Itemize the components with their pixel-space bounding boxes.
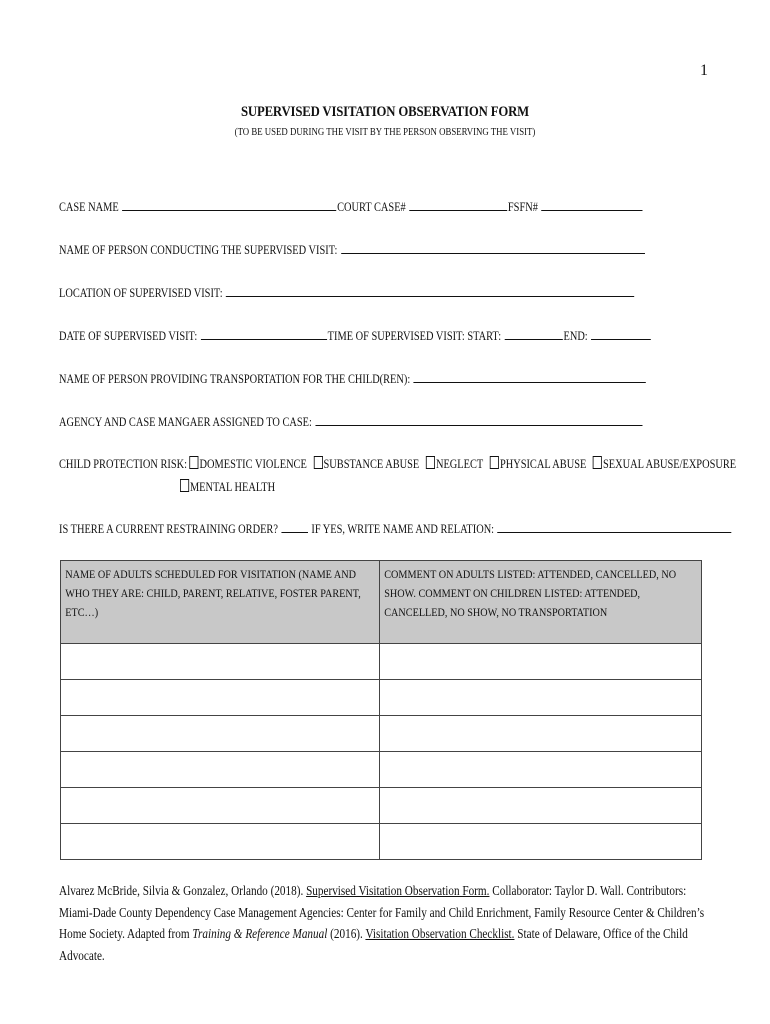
mental-health-checkbox[interactable] [180, 479, 189, 492]
comment-cell[interactable] [380, 788, 702, 824]
fsfn-field[interactable] [541, 198, 642, 211]
transportation-label: NAME OF PERSON PROVIDING TRANSPORTATION FOR THE CHILD(REN): [59, 372, 411, 386]
mental-health-label: MENTAL HEALTH [189, 480, 276, 494]
sexual-abuse-label: SEXUAL ABUSE/EXPOSURE [603, 457, 737, 471]
physical-abuse-checkbox[interactable] [490, 456, 499, 469]
neglect-checkbox[interactable] [426, 456, 435, 469]
comment-cell[interactable] [380, 680, 702, 716]
citation-manual: Training & Reference Manual [192, 926, 328, 941]
date-label: DATE OF SUPERVISED VISIT: [59, 329, 198, 343]
restraining-order-field[interactable] [281, 520, 308, 533]
table-row [61, 824, 702, 860]
adult-name-cell[interactable] [61, 644, 380, 680]
risk-line-2 [180, 479, 275, 495]
adult-name-cell[interactable] [61, 752, 380, 788]
citation-year: (2016). [330, 926, 363, 941]
citation-source: State of Delaware, Office of the Child Advocate. [59, 926, 688, 963]
comment-cell[interactable] [380, 824, 702, 860]
date-field[interactable] [201, 327, 327, 340]
adult-name-cell[interactable] [61, 680, 380, 716]
domestic-violence-checkbox[interactable] [190, 456, 199, 469]
location-line [59, 284, 635, 301]
comment-header-cell [380, 561, 702, 644]
adult-name-cell[interactable] [61, 824, 380, 860]
domestic-violence-label: DOMESTIC VIOLENCE [199, 457, 307, 471]
if-yes-label: IF YES, WRITE NAME AND RELATION: [311, 522, 495, 536]
adults-header: NAME OF ADULTS SCHEDULED FOR VISITATION (NAME AND WHO THEY ARE: CHILD, PARENT, RELATIVE, FOSTER PARENT, ETC…) [65, 567, 361, 619]
comment-cell[interactable] [380, 752, 702, 788]
table-row [61, 716, 702, 752]
location-field[interactable] [226, 284, 634, 297]
agency-label: AGENCY AND CASE MANGAER ASSIGNED TO CASE: [59, 415, 312, 429]
fsfn-label: FSFN# [507, 200, 538, 214]
table-row [61, 752, 702, 788]
case-name-label: CASE NAME [59, 200, 119, 214]
form-subtitle: (TO BE USED DURING THE VISIT BY THE PERSON OBSERVING THE VISIT) [234, 127, 536, 138]
form-title: SUPERVISED VISITATION OBSERVATION FORM [241, 104, 529, 120]
table-header-row [61, 561, 702, 644]
person-conducting-label: NAME OF PERSON CONDUCTING THE SUPERVISED VISIT: [59, 243, 338, 257]
page-number: 1 [700, 62, 708, 79]
restraining-order-label: IS THERE A CURRENT RESTRAINING ORDER? [59, 522, 278, 536]
risk-line [59, 456, 740, 472]
date-time-line [59, 327, 652, 344]
case-name-field[interactable] [122, 198, 336, 211]
if-yes-field[interactable] [497, 520, 731, 533]
transportation-line [59, 370, 647, 387]
transportation-field[interactable] [414, 370, 646, 383]
citation-form-title: Supervised Visitation Observation Form. [306, 883, 490, 898]
comment-header: COMMENT ON ADULTS LISTED: ATTENDED, CANCELLED, NO SHOW. COMMENT ON CHILDREN LISTED: ATTENDED, CANCELLED, NO SHOW, NO TRANSPORTATION [384, 567, 677, 619]
citation-footer [59, 880, 706, 966]
comment-cell[interactable] [380, 716, 702, 752]
court-case-label: COURT CASE# [337, 200, 406, 214]
location-label: LOCATION OF SUPERVISED VISIT: [59, 286, 223, 300]
sexual-abuse-checkbox[interactable] [593, 456, 602, 469]
visitation-table [60, 560, 702, 860]
adult-name-cell[interactable] [61, 788, 380, 824]
table-row [61, 644, 702, 680]
substance-abuse-label: SUBSTANCE ABUSE [323, 457, 420, 471]
citation-authors: Alvarez McBride, Silvia & Gonzalez, Orlando (2018). [59, 883, 304, 898]
agency-line [59, 413, 643, 430]
person-conducting-field[interactable] [341, 241, 645, 254]
neglect-label: NEGLECT [435, 457, 484, 471]
comment-cell[interactable] [380, 644, 702, 680]
time-end-label: END: [563, 329, 588, 343]
adult-name-cell[interactable] [61, 716, 380, 752]
time-start-field[interactable] [505, 327, 563, 340]
person-conducting-line [59, 241, 645, 258]
restraining-order-line [59, 520, 732, 537]
agency-field[interactable] [315, 413, 642, 426]
citation-checklist: Visitation Observation Checklist. [365, 926, 515, 941]
physical-abuse-label: PHYSICAL ABUSE [499, 457, 587, 471]
citation-collaborator: Collaborator: Taylor D. Wall. Contributors: Miami-Dade County Dependency Case Management Agencies: Center for Family and Child Enrichment, Family Resource Center & Children’s Home Society. Adapted from [59, 883, 705, 941]
time-start-label: TIME OF SUPERVISED VISIT: START: [327, 329, 502, 343]
adults-header-cell [61, 561, 380, 644]
case-info-line [59, 198, 643, 215]
risk-label: CHILD PROTECTION RISK: [59, 457, 187, 471]
substance-abuse-checkbox[interactable] [314, 456, 323, 469]
time-end-field[interactable] [591, 327, 651, 340]
table-row [61, 788, 702, 824]
table-row [61, 680, 702, 716]
court-case-field[interactable] [409, 198, 507, 211]
